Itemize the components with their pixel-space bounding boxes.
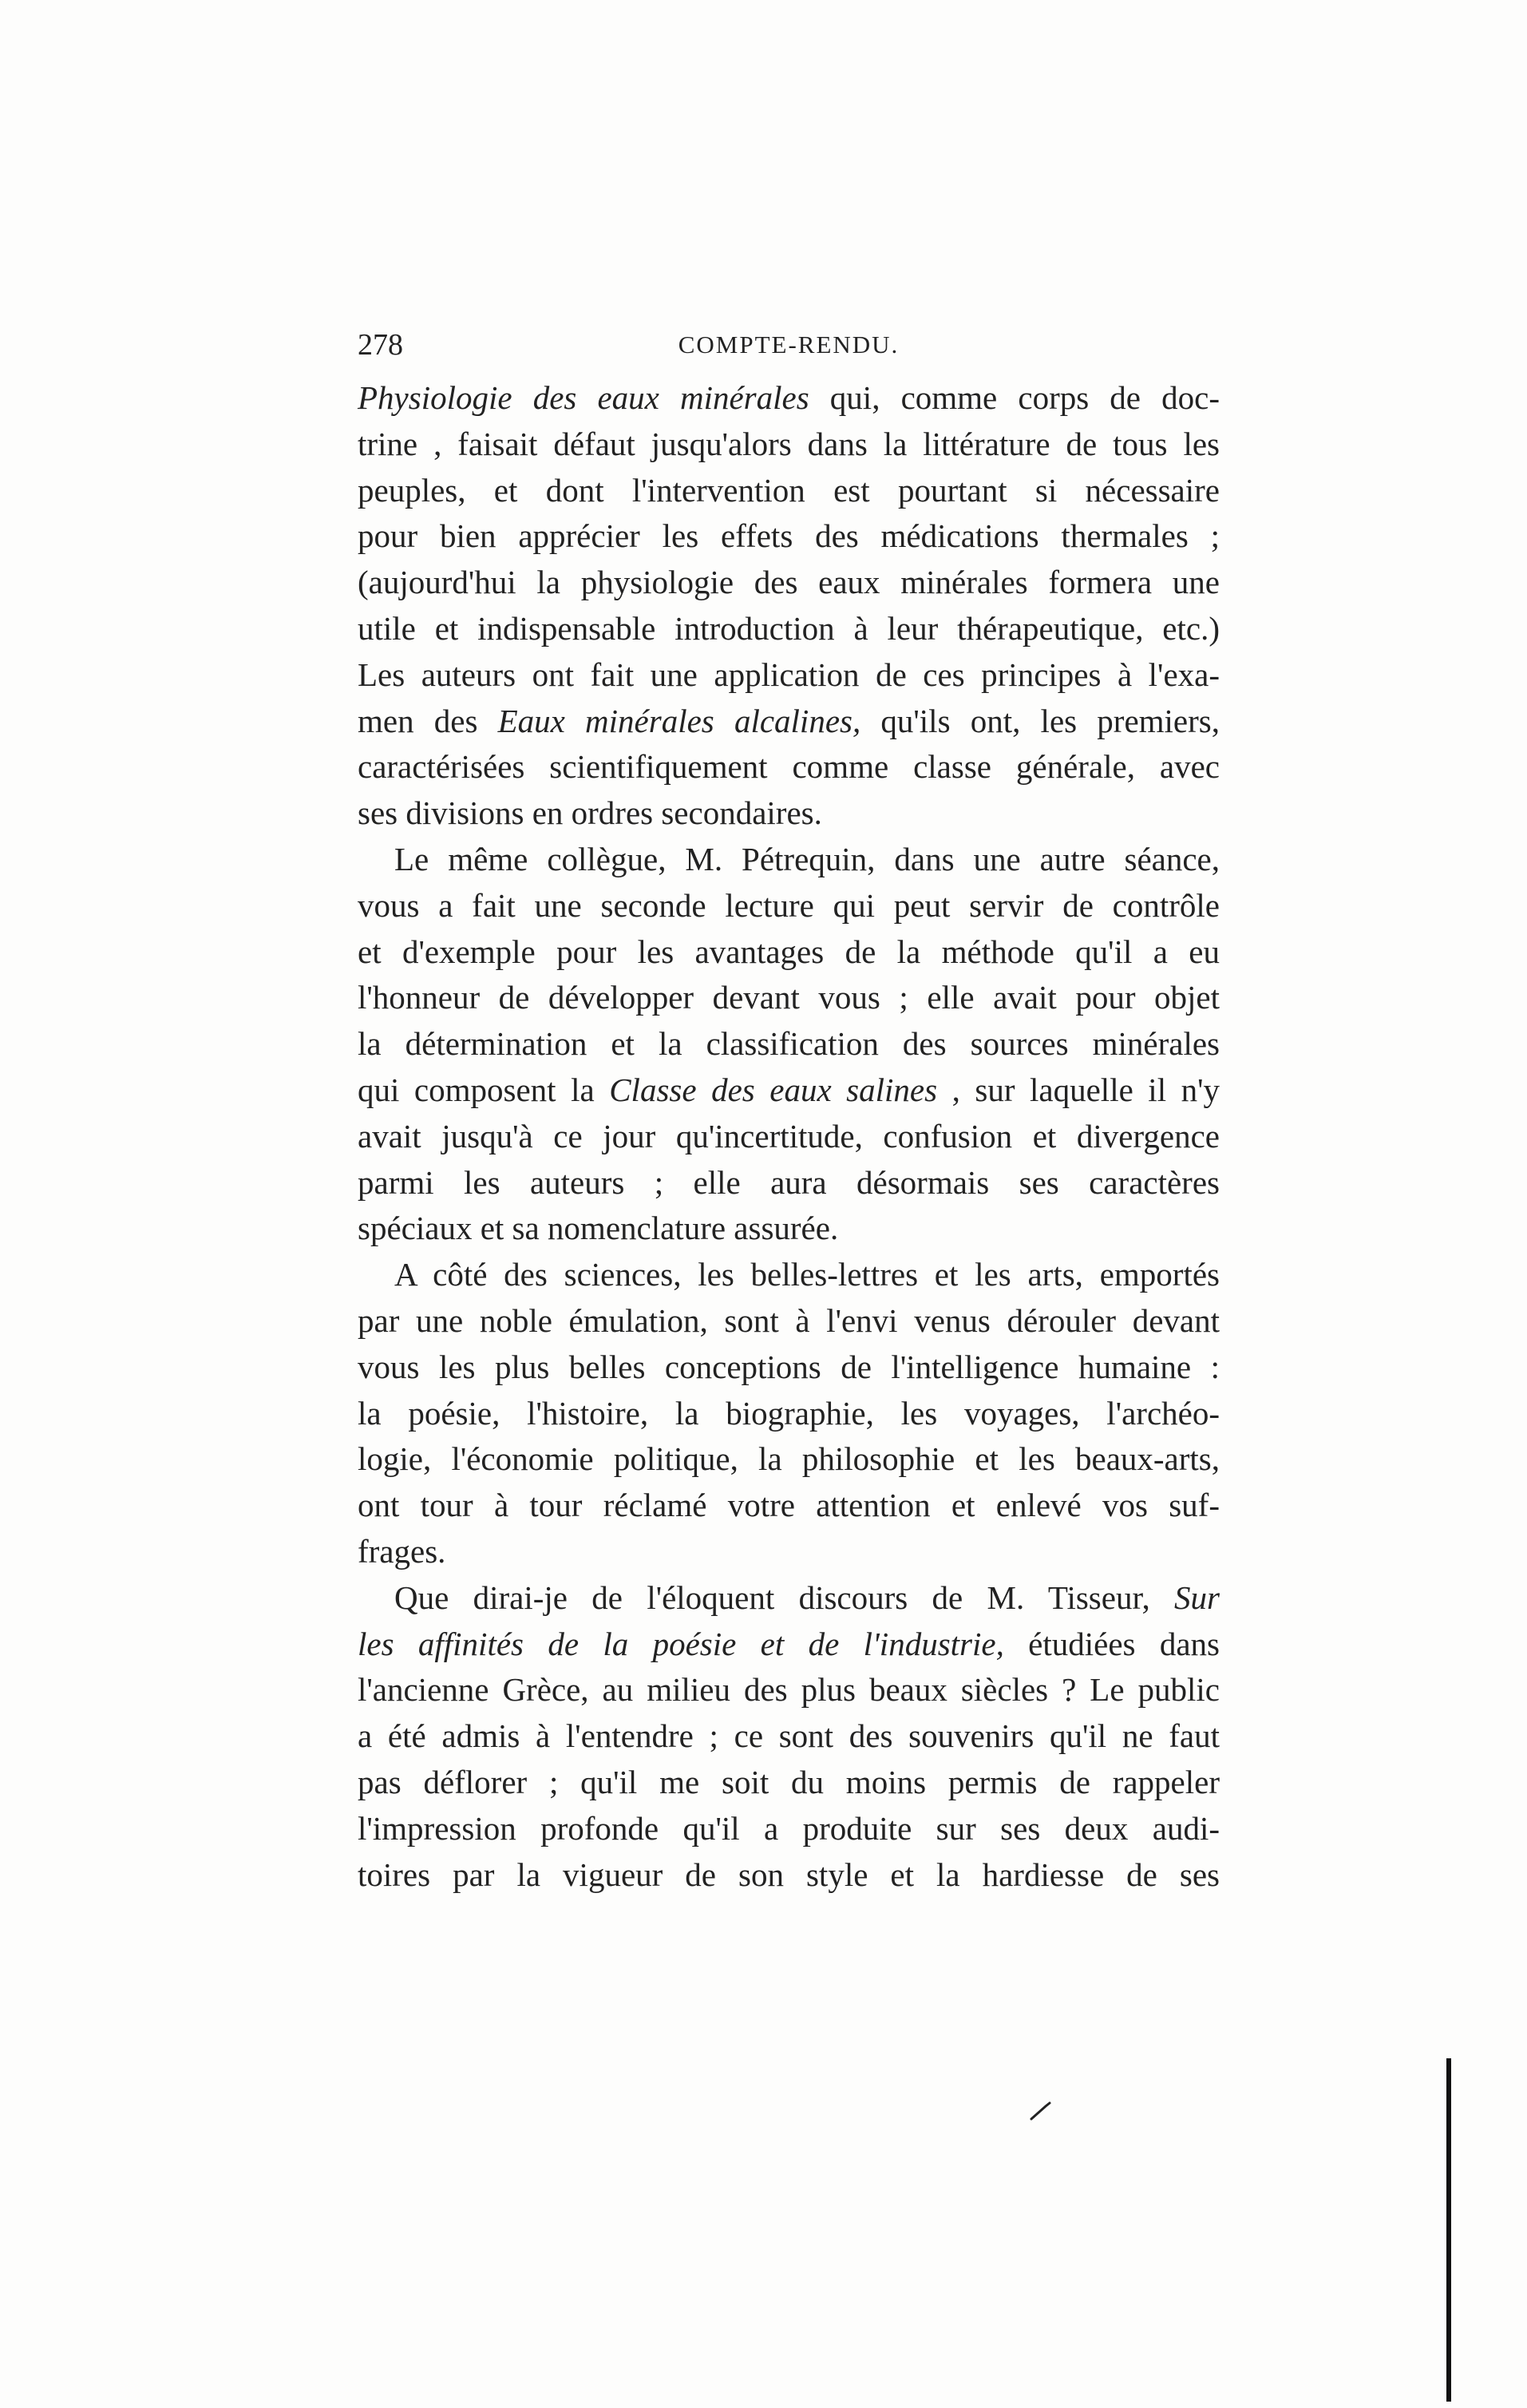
text-segment: a été admis à l'entendre ; ce sont des souvenirs qu'il ne faut <box>358 1717 1220 1755</box>
text-segment: qui, comme corps de doc- <box>809 379 1220 416</box>
text-line <box>358 1667 1220 1713</box>
text-line <box>358 1114 1220 1160</box>
text-segment: toires par la vigueur de son style et la hardiesse de ses <box>358 1856 1220 1893</box>
text-line <box>358 1483 1220 1529</box>
text-line <box>358 1067 1220 1114</box>
text-segment: et d'exemple pour les avantages de la méthode qu'il a eu <box>358 933 1220 970</box>
text-line <box>358 1206 1220 1252</box>
text-segment: l'ancienne Grèce, au milieu des plus beaux siècles ? Le public <box>358 1671 1220 1709</box>
text-segment: (aujourd'hui la physiologie des eaux minérales formera une <box>358 564 1220 601</box>
text-line <box>358 1575 1220 1622</box>
text-segment: Les auteurs ont fait une application de ces principes à l'exa- <box>358 655 1220 693</box>
text-segment: qu'ils ont, les premiers, <box>860 702 1220 739</box>
text-segment: A côté des sciences, les belles-lettres et les arts, emportés <box>394 1256 1220 1293</box>
running-title: COMPTE-RENDU. <box>678 331 900 358</box>
text-segment: Que dirai-je de l'éloquent discours de M. Tisseur, <box>394 1578 1175 1616</box>
text-line <box>358 790 1220 837</box>
margin-rule <box>1446 2058 1451 2402</box>
text-segment: vous a fait une seconde lecture qui peut servir de contrôle <box>358 886 1220 924</box>
text-segment: utile et indispensable introduction à leur thérapeutique, etc.) <box>358 609 1220 647</box>
text-line <box>358 1529 1220 1575</box>
text-segment: vous les plus belles conceptions de l'intelligence humaine : <box>358 1348 1220 1385</box>
text-line <box>358 468 1220 514</box>
page-number: 278 <box>358 328 403 362</box>
text-line <box>358 1160 1220 1206</box>
text-segment: trine , faisait défaut jusqu'alors dans la littérature de tous les <box>358 425 1220 462</box>
text-line <box>358 1436 1220 1483</box>
text-line <box>358 975 1220 1021</box>
pen-mark <box>1028 2098 1060 2122</box>
text-line <box>358 837 1220 883</box>
text-segment: , sur laquelle il n'y <box>937 1071 1220 1108</box>
text-segment: la poésie, l'histoire, la biographie, les voyages, l'archéo- <box>358 1394 1220 1432</box>
text-line <box>358 929 1220 976</box>
italic-text: Physiologie des eaux minérales <box>358 379 809 416</box>
text-line <box>358 513 1220 560</box>
text-segment: par une noble émulation, sont à l'envi venus dérouler devant <box>358 1301 1220 1339</box>
text-segment: l'honneur de développer devant vous ; elle avait pour objet <box>358 979 1220 1016</box>
text-segment: qui composent la <box>358 1071 610 1108</box>
italic-text: Classe des eaux salines <box>609 1071 938 1108</box>
running-head <box>358 323 1220 367</box>
text-segment: avait jusqu'à ce jour qu'incertitude, confusion et divergence <box>358 1117 1220 1154</box>
text-segment: caractérisées scientifiquement comme classe générale, avec <box>358 748 1220 786</box>
text-segment: ses divisions en ordres secondaires. <box>358 794 822 832</box>
text-line <box>358 1298 1220 1345</box>
text-line <box>358 1252 1220 1298</box>
italic-text: Sur <box>1174 1578 1220 1616</box>
text-segment: men des <box>358 702 498 739</box>
text-segment: frages. <box>358 1532 446 1570</box>
text-segment: parmi les auteurs ; elle aura désormais ses caractères <box>358 1163 1220 1201</box>
text-line <box>358 1021 1220 1067</box>
text-line <box>358 1622 1220 1668</box>
text-segment: étudiées dans <box>1003 1625 1220 1662</box>
text-line <box>358 1806 1220 1852</box>
text-segment: pas déflorer ; qu'il me soit du moins permis de rappeler <box>358 1763 1220 1800</box>
text-line <box>358 652 1220 699</box>
text-line <box>358 1391 1220 1437</box>
text-line <box>358 883 1220 929</box>
text-segment: Le même collègue, M. Pétrequin, dans une autre séance, <box>394 840 1220 877</box>
italic-text: les affinités de la poésie et de l'industrie, <box>358 1625 1004 1662</box>
text-line <box>358 1713 1220 1760</box>
text-line <box>358 1852 1220 1899</box>
text-segment: peuples, et dont l'intervention est pourtant si nécessaire <box>358 471 1220 509</box>
body-text <box>358 375 1220 1898</box>
text-segment: logie, l'économie politique, la philosophie et les beaux-arts, <box>358 1440 1220 1478</box>
text-segment: ont tour à tour réclamé votre attention et enlevé vos suf- <box>358 1487 1220 1524</box>
text-line <box>358 744 1220 790</box>
text-line <box>358 560 1220 606</box>
text-segment: spéciaux et sa nomenclature assurée. <box>358 1210 839 1247</box>
text-segment: l'impression profonde qu'il a produite sur ses deux audi- <box>358 1809 1220 1847</box>
text-line <box>358 1345 1220 1391</box>
text-line <box>358 699 1220 745</box>
text-line <box>358 1760 1220 1806</box>
text-segment: pour bien apprécier les effets des médications thermales ; <box>358 517 1220 555</box>
text-line <box>358 422 1220 468</box>
text-line <box>358 606 1220 652</box>
text-segment: la détermination et la classification des sources minérales <box>358 1025 1220 1063</box>
text-line <box>358 375 1220 422</box>
italic-text: Eaux minérales alcalines, <box>497 702 861 739</box>
